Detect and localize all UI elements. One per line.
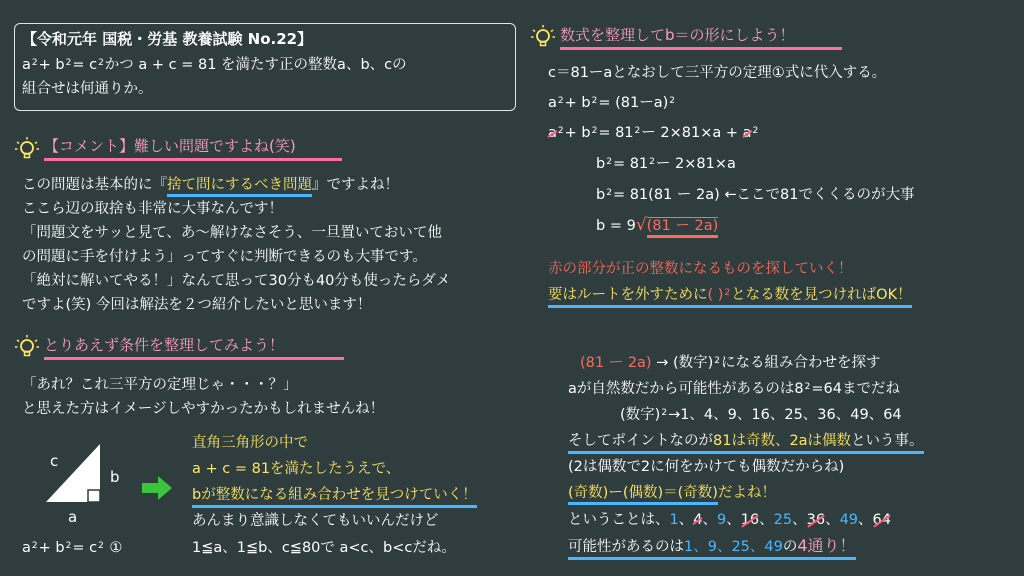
green-line3: bが整数になる組み合わせを見つけていく！ <box>192 486 477 508</box>
search-line4: そしてポイントなのが81は奇数、2aは偶数という事。 <box>568 432 924 454</box>
search-line3: (数字)$^2$→1、4、9、16、25、36、49、64 <box>620 407 902 423</box>
conditions-heading: とりあえず条件を整理してみよう！ <box>44 336 285 354</box>
num-49: 49 <box>839 512 859 528</box>
num-9: 9 <box>716 512 727 528</box>
triangle-label-b: b <box>110 468 120 486</box>
comment-line1: この問題は基本的に『捨て問にするべき問題』ですよね！ <box>22 176 399 194</box>
remove-root-note: 要はルートを外すために( )$^2$となる数を見つければOK！ <box>548 286 912 308</box>
lightbulb-icon <box>530 24 556 50</box>
num-36: 36 <box>806 512 826 528</box>
transform-heading-underline <box>560 47 842 50</box>
green-line2: a + c = 81を満たしたうえで、 <box>192 461 401 477</box>
right-arrow-icon <box>142 476 172 500</box>
question-title: 【令和元年 国税・労基 教養試験 No.22】 <box>22 30 313 48</box>
comment-line4: の問題に手を付けよう」ってすぐに判断できるのも大事です。 <box>22 249 427 265</box>
conditions-line2: と思えた方はイメージしやすかったかもしれませんね！ <box>22 401 385 417</box>
transform-line3: $a^2+ b^2= 81^2$ー $2\times 81\times a + a^2$ <box>548 125 759 141</box>
question-line1: $a^2+ b^2= c^2$かつ a + c = 81 を満たす正の整数a、b、cの <box>22 57 407 73</box>
lightbulb-icon <box>14 136 40 162</box>
red-part-note: 赤の部分が正の整数になるものを探していく！ <box>548 261 853 277</box>
triangle-label-c: c <box>50 452 59 470</box>
green-line1: 直角三角形の中で <box>192 435 308 451</box>
num-25: 25 <box>773 512 793 528</box>
transform-line2: $a^2+ b^2= (81$ーa)$^2$ <box>548 95 675 111</box>
search-line2: aが自然数だから可能性があるのは$8^2=64$までだね <box>568 381 900 397</box>
transform-line6: b = 9√(81 ー 2a) <box>596 216 718 235</box>
transform-line4: $b^2= 81^2$ー 2×81×a <box>596 156 736 172</box>
transform-line5: $b^2= 81(81$ ー 2a) ←ここで81でくくるのが大事 <box>596 187 915 203</box>
search-line6: (奇数)ー(偶数)＝(奇数)だよね！ <box>568 484 776 502</box>
transform-heading: 数式を整理してb＝の形にしよう！ <box>560 26 795 44</box>
transform-line1: c＝81ーaとなおして三平方の定理①式に代入する。 <box>548 65 887 81</box>
comment-heading: 【コメント】難しい問題ですよね(笑) <box>44 137 296 155</box>
conditions-heading-underline <box>44 357 344 360</box>
num-1: 1 <box>669 512 679 528</box>
comment-line6: ですよ(笑) 今回は解法を２つ紹介したいと思います！ <box>22 297 372 313</box>
white-line1: あんまり意識しなくてもいいんだけど <box>192 513 439 529</box>
num-64: 64 <box>872 512 891 528</box>
num-4: 4 <box>693 512 703 528</box>
pythagoras-formula: $a^2+ b^2= c^2$ ① <box>22 540 123 556</box>
white-line2: 1≦a、1≦b、c≦80で a<c、b<cだね。 <box>192 540 456 556</box>
comment-line5: 「絶対に解いてやる！」なんて思って30分も40分も使ったらダメ <box>22 273 451 289</box>
comment-heading-underline <box>44 158 342 161</box>
search-line1: (81 ー 2a) → (数字)$^2$になる組み合わせを探す <box>580 355 881 371</box>
comment-line3: 「問題文をサッと見て、あ～解けなさそう、一旦置いておいて他 <box>22 225 442 241</box>
search-line8: 可能性があるのは1、9、25、49の4通り！ <box>568 537 856 560</box>
lightbulb-icon <box>14 334 40 360</box>
question-line2: 組合せは何通りか。 <box>22 81 153 97</box>
search-line5: (2は偶数で2に何をかけても偶数だからね) <box>568 459 845 475</box>
conditions-line1: 「あれ？これ三平方の定理じゃ・・・？」 <box>22 377 298 393</box>
triangle-label-a: a <box>68 508 78 526</box>
comment-line2: ここら辺の取捨も非常に大事なんです！ <box>22 201 283 217</box>
num-16: 16 <box>740 512 760 528</box>
search-line7: ということは、1、4、9、16、25、36、49、64 <box>568 512 891 528</box>
